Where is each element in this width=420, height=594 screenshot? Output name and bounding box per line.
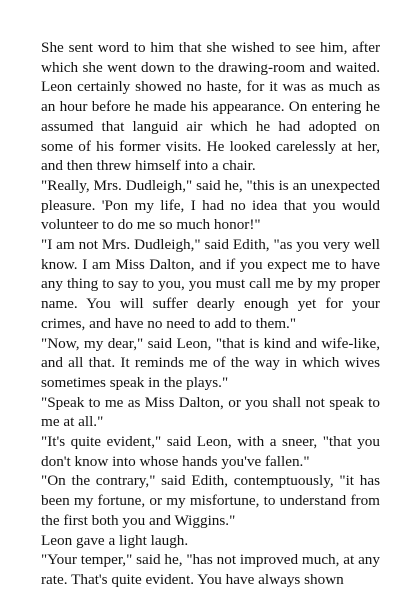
paragraph-leon-greeting: "Really, Mrs. Dudleigh," said he, "this is an unexpected pleasure. 'Pon my life, I had no idea that you would volunteer to do me so much honor!" (41, 176, 380, 234)
paragraph-leon-sneer: "It's quite evident," said Leon, with a sneer, "that you don't know into whose hands you've fallen." (41, 433, 380, 470)
paragraph-edith-miss-dalton: "Speak to me as Miss Dalton, or you shall not speak to me at all." (41, 393, 380, 431)
paragraph-narration-intro: She sent word to him that she wished to see him, after which she went down to the drawing-room and waited. Leon certainly showed no haste, for it was as much as an hour before he made his appearance. On entering he assumed that languid air which he had adopted on some of his former visits. He looked carelessly at her, and then threw himself into a chair. (41, 39, 380, 175)
paragraph-edith-reply: "I am not Mrs. Dudleigh," said Edith, "as you very well know. I am Miss Dalton, and if you expect me to have any thing to say to you, you must call me by my proper name. You will suffer dearly enough yet for your crimes, and have no need to add to them." (41, 236, 380, 332)
paragraph-edith-contrary: "On the contrary," said Edith, contemptuously, "it has been my fortune, or my misfortune, to understand from the first both you and Wiggins." (41, 472, 380, 529)
paragraph-leon-temper: "Your temper," said he, "has not improved much, at any rate. That's quite evident. You have always shown (41, 551, 380, 588)
paragraph-leon-wifelike: "Now, my dear," said Leon, "that is kind and wife-like, and all that. It reminds me of the way in which wives sometimes speak in the plays." (41, 334, 380, 391)
book-page-text (41, 38, 380, 590)
paragraph-leon-laugh: Leon gave a light laugh. (41, 531, 189, 549)
